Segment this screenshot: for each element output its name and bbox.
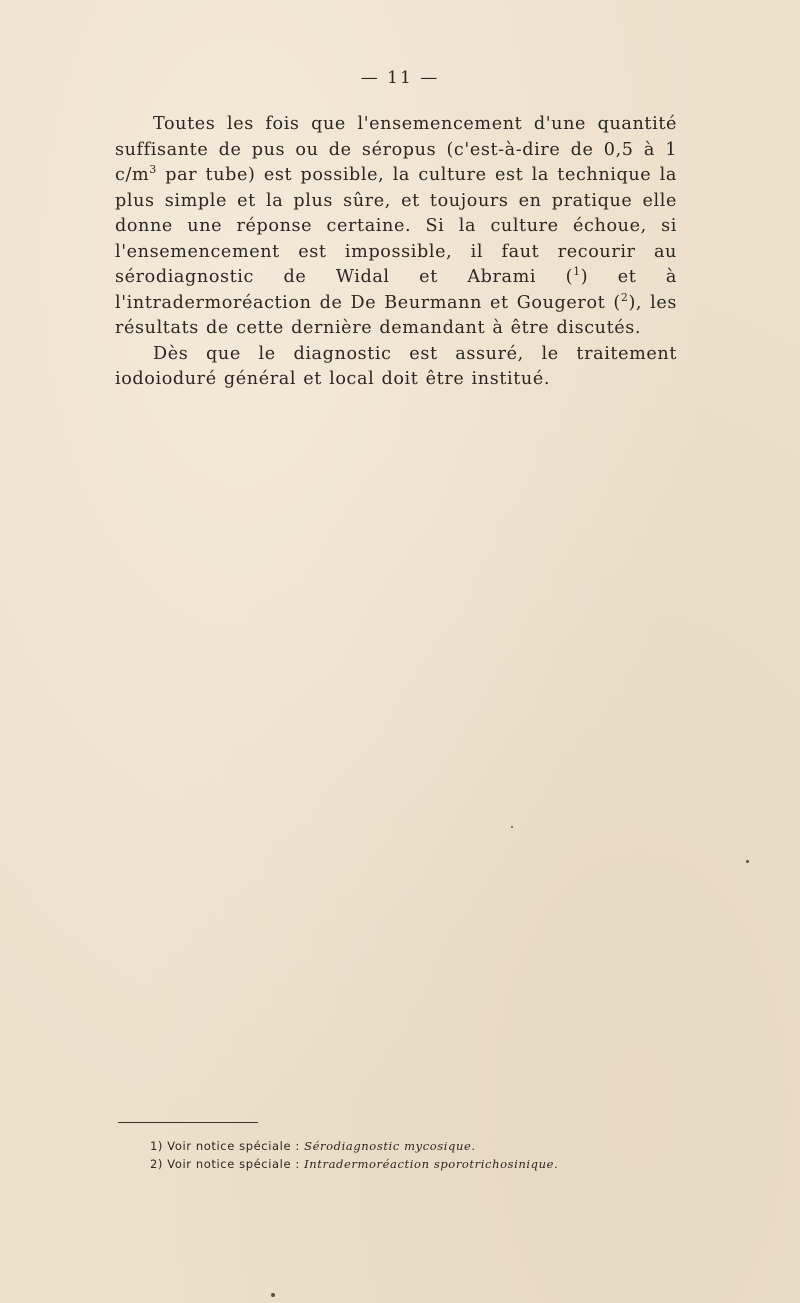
paragraph-1-text-d: ), les résultats de cette dernière demandant à être discutés. xyxy=(115,292,678,338)
footnote-2-prefix: 2) Voir notice spéciale : xyxy=(150,1157,305,1171)
footnote-ref-1: 1 xyxy=(573,265,581,279)
footnote-2 xyxy=(150,1155,670,1173)
paper-speck xyxy=(271,1293,275,1297)
body-text xyxy=(115,112,677,393)
paragraph-2: Dès que le diagnostic est assuré, le traitement iodoioduré général et local doit être institué. xyxy=(115,343,677,389)
footnote-divider xyxy=(118,1122,258,1123)
paragraph-1-text-b: par tube) est possible, la culture est la technique la plus simple et la plus sûre, et toujours en pratique elle donne une réponse certaine. Si la culture échoue, si l'ensemencement est impossible, il faut recourir au sérodiagnostic de Widal et Abrami ( xyxy=(115,165,677,287)
paper-speck xyxy=(511,826,513,828)
paragraph-1-text-a: Toutes les fois que l'ensemencement d'une quantité suffisante de pus ou de séropus (c'est-à-dire de 0,5 à 1 c/m xyxy=(115,114,677,185)
footnote-1-prefix: 1) Voir notice spéciale : xyxy=(150,1139,305,1153)
footnotes xyxy=(150,1137,670,1173)
footnote-1 xyxy=(150,1137,670,1155)
superscript-cubic: 3 xyxy=(149,163,157,177)
page-number: — 11 — xyxy=(360,68,440,88)
paper-speck xyxy=(746,860,749,863)
paragraph-1 xyxy=(115,112,677,342)
paragraph-1-text-c: ) et à l'intradermoréaction de De Beurmann et Gougerot ( xyxy=(115,267,677,313)
footnote-ref-2: 2 xyxy=(620,290,629,304)
footnote-2-title: Intradermoréaction sporotrichosinique. xyxy=(304,1157,559,1171)
footnote-1-title: Sérodiagnostic mycosique. xyxy=(304,1139,476,1153)
